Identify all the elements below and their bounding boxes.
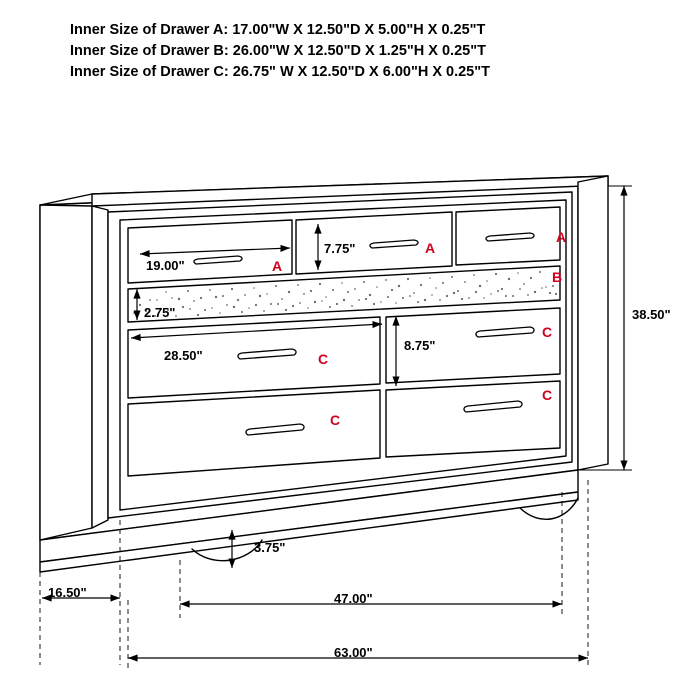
dim-label-3-75: 3.75" bbox=[254, 540, 286, 555]
cabinet-left-side bbox=[40, 205, 92, 540]
tag-drawer-a-right: A bbox=[556, 229, 567, 245]
tag-drawer-b: B bbox=[552, 269, 563, 285]
dim-label-19: 19.00" bbox=[146, 258, 185, 273]
tag-drawer-c-left-lower: C bbox=[330, 412, 341, 428]
dim-label-2-75: 2.75" bbox=[144, 305, 176, 320]
drawer-spec-b: Inner Size of Drawer B: 26.00"W X 12.50"D X 1.25"H X 0.25"T bbox=[70, 43, 486, 59]
tag-drawer-c-right-lower: C bbox=[542, 387, 553, 403]
drawer-c-right-lower bbox=[386, 381, 560, 457]
dim-label-7-75: 7.75" bbox=[324, 241, 356, 256]
tag-drawer-a-left: A bbox=[272, 258, 283, 274]
dim-label-16-5: 16.50" bbox=[48, 585, 87, 600]
tag-drawer-c-left-upper: C bbox=[318, 351, 329, 367]
cabinet-right-side bbox=[578, 176, 608, 470]
cabinet-left-inner bbox=[92, 206, 108, 528]
dim-label-63: 63.00" bbox=[334, 645, 373, 660]
drawer-a-right bbox=[456, 207, 560, 265]
drawer-spec-a: Inner Size of Drawer A: 17.00"W X 12.50"D X 5.00"H X 0.25"T bbox=[70, 22, 486, 38]
dim-label-38-5: 38.50" bbox=[632, 307, 671, 322]
dim-label-47: 47.00" bbox=[334, 591, 373, 606]
dim-label-28-5: 28.50" bbox=[164, 348, 203, 363]
dim-label-8-75: 8.75" bbox=[404, 338, 436, 353]
drawer-spec-c: Inner Size of Drawer C: 26.75" W X 12.50"D X 6.00"H X 0.25"T bbox=[70, 64, 490, 80]
tag-drawer-a-center: A bbox=[425, 240, 436, 256]
tag-drawer-c-right-upper: C bbox=[542, 324, 553, 340]
